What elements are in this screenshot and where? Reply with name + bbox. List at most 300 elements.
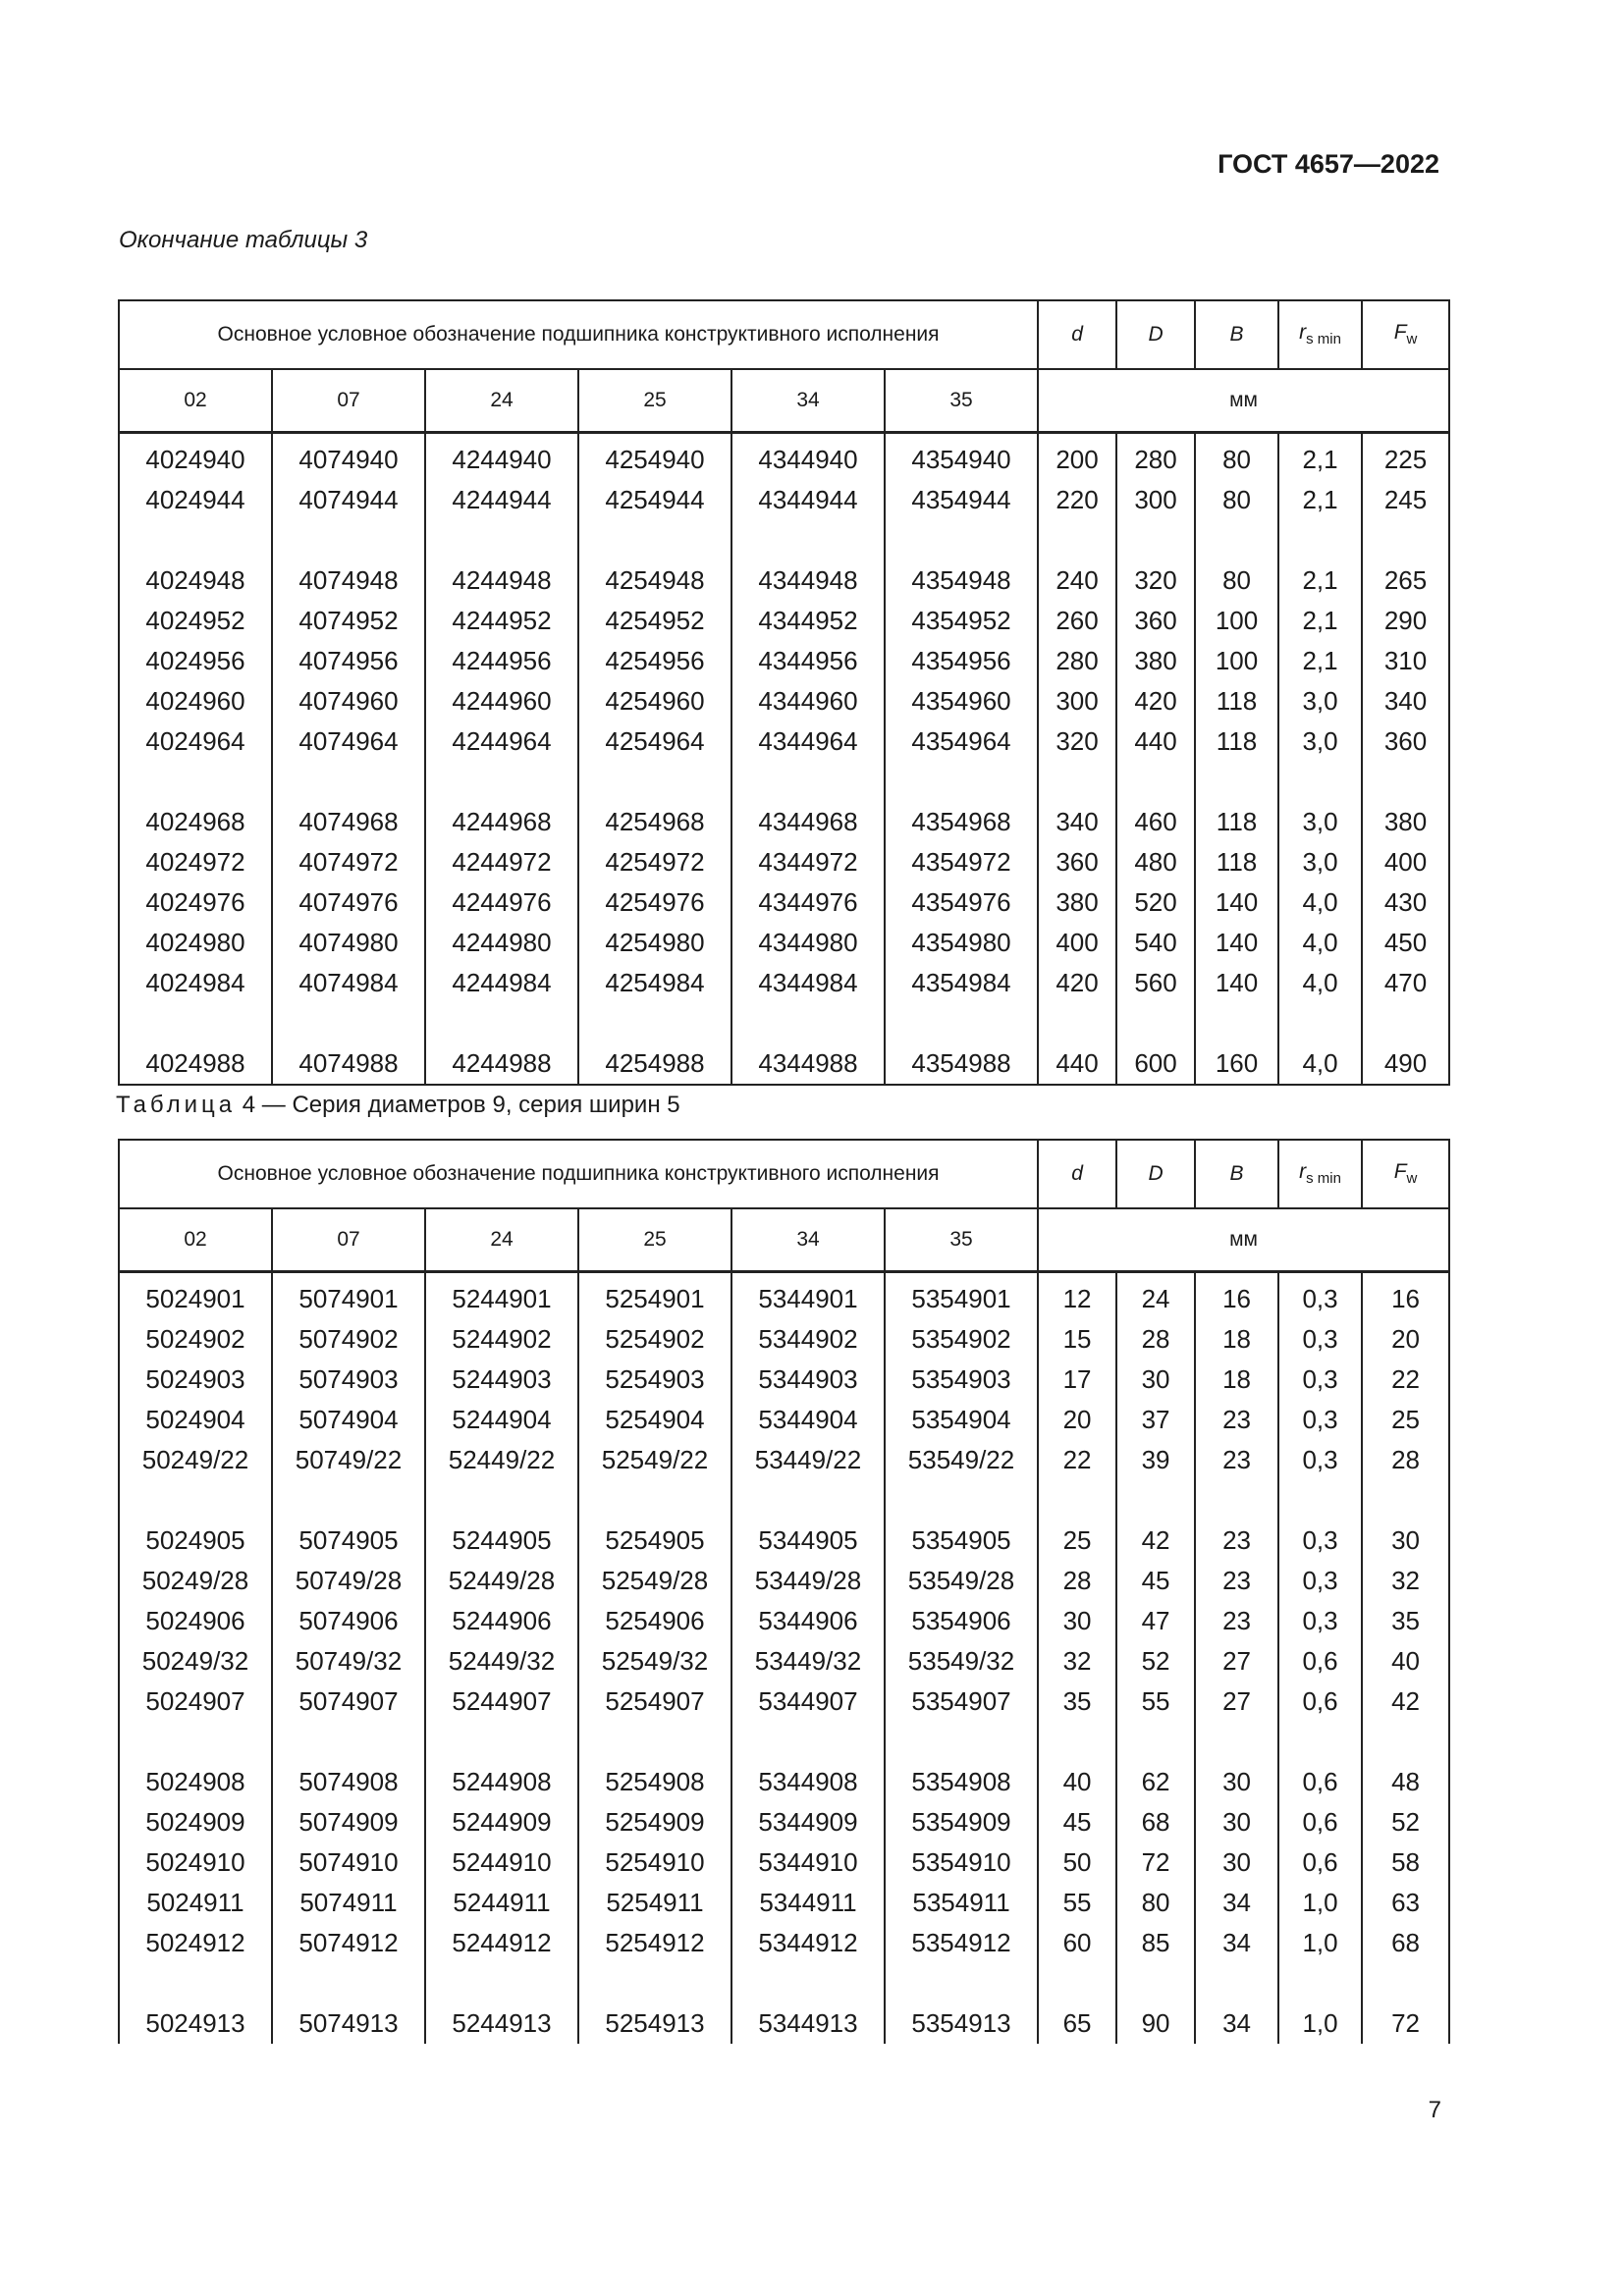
table-cell: 50749/32	[272, 1641, 425, 1682]
table-cell: 2,1	[1278, 641, 1362, 681]
table-cell: 5344903	[731, 1360, 885, 1400]
table-cell: 2,1	[1278, 561, 1362, 601]
table-cell: 5244904	[425, 1400, 578, 1440]
table-row	[119, 1923, 1449, 1963]
table-cell: 4074940	[272, 433, 425, 481]
table-cell: 50249/28	[119, 1561, 272, 1601]
table-cell: 5244903	[425, 1360, 578, 1400]
table-cell: 45	[1038, 1802, 1116, 1842]
table-cell: 540	[1116, 923, 1195, 963]
header-Fw: $F_w$	[1362, 300, 1449, 369]
table-cell: 30	[1195, 1762, 1278, 1802]
table-cell: 0,3	[1278, 1360, 1362, 1400]
table-cell: 320	[1038, 721, 1116, 762]
table-cell: 4244972	[425, 842, 578, 882]
table-row	[119, 480, 1449, 520]
table-continuation-label: Окончание таблицы 3	[119, 227, 368, 253]
table-cell: 5354909	[885, 1802, 1038, 1842]
table-cell: 5254905	[578, 1521, 731, 1561]
table-cell: 25	[1362, 1400, 1449, 1440]
table-cell: 4354972	[885, 842, 1038, 882]
table-row	[119, 433, 1449, 481]
table-cell: 45	[1116, 1561, 1195, 1601]
table-cell: 15	[1038, 1319, 1116, 1360]
table-cell: 450	[1362, 923, 1449, 963]
table-cell: 53449/22	[731, 1440, 885, 1480]
variant-header: 35	[885, 369, 1038, 433]
table-row	[119, 802, 1449, 842]
header-designation: Основное условное обозначение подшипника конструктивного исполнения	[119, 300, 1038, 369]
header-r-smin: $r_{s min}$	[1278, 300, 1362, 369]
table-cell: 4244956	[425, 641, 578, 681]
table-cell: 27	[1195, 1641, 1278, 1682]
table-cell: 4024976	[119, 882, 272, 923]
table-cell: 5354907	[885, 1682, 1038, 1722]
table-cell: 4354956	[885, 641, 1038, 681]
table-cell: 28	[1038, 1561, 1116, 1601]
table-cell: 100	[1195, 601, 1278, 641]
table-cell: 5244911	[425, 1883, 578, 1923]
table-cell: 30	[1195, 1802, 1278, 1842]
table-cell: 5344902	[731, 1319, 885, 1360]
table-cell: 4024960	[119, 681, 272, 721]
table-cell: 5074910	[272, 1842, 425, 1883]
table-cell: 4244976	[425, 882, 578, 923]
table-cell: 4344984	[731, 963, 885, 1003]
table-cell: 4024944	[119, 480, 272, 520]
table-cell: 34	[1195, 2003, 1278, 2044]
table-cell: 0,6	[1278, 1842, 1362, 1883]
table-cell: 30	[1116, 1360, 1195, 1400]
table-cell: 4074948	[272, 561, 425, 601]
table-cell: 5344905	[731, 1521, 885, 1561]
table-cell: 5074909	[272, 1802, 425, 1842]
table-cell: 4254948	[578, 561, 731, 601]
header-B: B	[1195, 1140, 1278, 1208]
table-cell: 4344956	[731, 641, 885, 681]
table-cell: 23	[1195, 1601, 1278, 1641]
variant-header: 35	[885, 1208, 1038, 1272]
table-cell: 290	[1362, 601, 1449, 641]
table-cell: 27	[1195, 1682, 1278, 1722]
table-cell: 4254956	[578, 641, 731, 681]
table-cell: 5024908	[119, 1762, 272, 1802]
table-cell: 480	[1116, 842, 1195, 882]
table-cell: 63	[1362, 1883, 1449, 1923]
table-cell: 60	[1038, 1923, 1116, 1963]
table-cell: 4074968	[272, 802, 425, 842]
table-cell: 5344911	[731, 1883, 885, 1923]
table-cell: 50	[1038, 1842, 1116, 1883]
table-cell: 30	[1038, 1601, 1116, 1641]
table-cell: 28	[1116, 1319, 1195, 1360]
table-cell: 4244988	[425, 1043, 578, 1085]
table-cell: 4024952	[119, 601, 272, 641]
table-cell: 118	[1195, 681, 1278, 721]
table-cell: 265	[1362, 561, 1449, 601]
table-cell: 100	[1195, 641, 1278, 681]
table-cell: 5244902	[425, 1319, 578, 1360]
table-cell: 4354940	[885, 433, 1038, 481]
table-cell: 35	[1038, 1682, 1116, 1722]
header-designation: Основное условное обозначение подшипника конструктивного исполнения	[119, 1140, 1038, 1208]
table-cell: 5024906	[119, 1601, 272, 1641]
table-cell: 4,0	[1278, 1043, 1362, 1085]
table-cell: 4074976	[272, 882, 425, 923]
table-cell: 4074944	[272, 480, 425, 520]
table-cell: 0,3	[1278, 1319, 1362, 1360]
table-4	[118, 1139, 1450, 2044]
table-cell: 24	[1116, 1272, 1195, 1320]
table-cell: 47	[1116, 1601, 1195, 1641]
table-cell: 1,0	[1278, 1883, 1362, 1923]
table-cell: 58	[1362, 1842, 1449, 1883]
table-cell: 430	[1362, 882, 1449, 923]
table-cell: 55	[1116, 1682, 1195, 1722]
table-cell: 5354908	[885, 1762, 1038, 1802]
table-cell: 5244910	[425, 1842, 578, 1883]
table-cell: 52449/28	[425, 1561, 578, 1601]
table-cell: 4254984	[578, 963, 731, 1003]
table-cell: 460	[1116, 802, 1195, 842]
table-cell: 4024988	[119, 1043, 272, 1085]
group-spacer	[119, 1722, 1449, 1762]
table-row	[119, 1360, 1449, 1400]
table-cell: 4354964	[885, 721, 1038, 762]
table-cell: 25	[1038, 1521, 1116, 1561]
table-cell: 118	[1195, 842, 1278, 882]
table-cell: 4074956	[272, 641, 425, 681]
table-cell: 5344901	[731, 1272, 885, 1320]
table-cell: 5244912	[425, 1923, 578, 1963]
table-cell: 16	[1195, 1272, 1278, 1320]
table-cell: 5244907	[425, 1682, 578, 1722]
table-cell: 5074902	[272, 1319, 425, 1360]
table-cell: 72	[1116, 1842, 1195, 1883]
table-cell: 32	[1362, 1561, 1449, 1601]
table-cell: 12	[1038, 1272, 1116, 1320]
table-cell: 80	[1116, 1883, 1195, 1923]
table-row	[119, 842, 1449, 882]
table-cell: 5024901	[119, 1272, 272, 1320]
table-cell: 23	[1195, 1561, 1278, 1601]
table-cell: 400	[1362, 842, 1449, 882]
table-cell: 5074903	[272, 1360, 425, 1400]
table-3	[118, 299, 1450, 1086]
table-cell: 62	[1116, 1762, 1195, 1802]
unit-header: мм	[1038, 369, 1449, 433]
variant-header: 07	[272, 369, 425, 433]
table-cell: 4354980	[885, 923, 1038, 963]
table-cell: 5354906	[885, 1601, 1038, 1641]
table-cell: 52449/32	[425, 1641, 578, 1682]
table-cell: 520	[1116, 882, 1195, 923]
table-cell: 5074911	[272, 1883, 425, 1923]
table-cell: 22	[1362, 1360, 1449, 1400]
table-cell: 5254902	[578, 1319, 731, 1360]
table-row	[119, 1682, 1449, 1722]
table-cell: 140	[1195, 963, 1278, 1003]
table-cell: 5344910	[731, 1842, 885, 1883]
table-cell: 4,0	[1278, 963, 1362, 1003]
table-cell: 200	[1038, 433, 1116, 481]
table-cell: 53549/28	[885, 1561, 1038, 1601]
table-cell: 55	[1038, 1883, 1116, 1923]
table-cell: 140	[1195, 923, 1278, 963]
table-cell: 0,3	[1278, 1521, 1362, 1561]
table-cell: 40	[1362, 1641, 1449, 1682]
table-cell: 0,6	[1278, 1802, 1362, 1842]
table-cell: 4344968	[731, 802, 885, 842]
table-cell: 5024910	[119, 1842, 272, 1883]
table-cell: 4074980	[272, 923, 425, 963]
table-cell: 23	[1195, 1521, 1278, 1561]
table-cell: 1,0	[1278, 2003, 1362, 2044]
table-cell: 68	[1362, 1923, 1449, 1963]
table-cell: 5354902	[885, 1319, 1038, 1360]
header-Fw: $F_w$	[1362, 1140, 1449, 1208]
table-cell: 4,0	[1278, 923, 1362, 963]
group-spacer	[119, 520, 1449, 561]
table-cell: 4244944	[425, 480, 578, 520]
table-cell: 4354948	[885, 561, 1038, 601]
header-d: d	[1038, 1140, 1116, 1208]
table-cell: 220	[1038, 480, 1116, 520]
table-row	[119, 1319, 1449, 1360]
table-cell: 4244940	[425, 433, 578, 481]
table-row	[119, 641, 1449, 681]
table-cell: 28	[1362, 1440, 1449, 1480]
table-cell: 4344940	[731, 433, 885, 481]
table-cell: 30	[1195, 1842, 1278, 1883]
table-cell: 140	[1195, 882, 1278, 923]
table-cell: 4074988	[272, 1043, 425, 1085]
table-cell: 5354913	[885, 2003, 1038, 2044]
table-cell: 4074952	[272, 601, 425, 641]
table-cell: 65	[1038, 2003, 1116, 2044]
table-cell: 310	[1362, 641, 1449, 681]
variant-header: 34	[731, 369, 885, 433]
table-cell: 5254907	[578, 1682, 731, 1722]
table-cell: 4254972	[578, 842, 731, 882]
table-cell: 360	[1116, 601, 1195, 641]
table-cell: 0,6	[1278, 1641, 1362, 1682]
table-cell: 4024940	[119, 433, 272, 481]
table-cell: 17	[1038, 1360, 1116, 1400]
table-cell: 300	[1038, 681, 1116, 721]
table-cell: 600	[1116, 1043, 1195, 1085]
table-cell: 4254960	[578, 681, 731, 721]
table-cell: 5074905	[272, 1521, 425, 1561]
table-cell: 4354952	[885, 601, 1038, 641]
table-cell: 52	[1116, 1641, 1195, 1682]
table-cell: 490	[1362, 1043, 1449, 1085]
table-cell: 4354968	[885, 802, 1038, 842]
table-cell: 0,6	[1278, 1682, 1362, 1722]
table-cell: 18	[1195, 1319, 1278, 1360]
table-cell: 4244952	[425, 601, 578, 641]
table-cell: 5344908	[731, 1762, 885, 1802]
table-cell: 4024968	[119, 802, 272, 842]
table-cell: 320	[1116, 561, 1195, 601]
variant-header: 07	[272, 1208, 425, 1272]
variant-header: 34	[731, 1208, 885, 1272]
table-cell: 5244901	[425, 1272, 578, 1320]
table-cell: 5254908	[578, 1762, 731, 1802]
table-cell: 440	[1116, 721, 1195, 762]
table-cell: 4344960	[731, 681, 885, 721]
header-D: D	[1116, 1140, 1195, 1208]
table-cell: 37	[1116, 1400, 1195, 1440]
group-spacer	[119, 1963, 1449, 2003]
table-cell: 340	[1362, 681, 1449, 721]
table-cell: 5074901	[272, 1272, 425, 1320]
table-cell: 5344906	[731, 1601, 885, 1641]
table-cell: 50749/28	[272, 1561, 425, 1601]
table-cell: 5354911	[885, 1883, 1038, 1923]
table-cell: 4344976	[731, 882, 885, 923]
table-cell: 52449/22	[425, 1440, 578, 1480]
table-cell: 160	[1195, 1043, 1278, 1085]
table-row	[119, 601, 1449, 641]
table-cell: 50249/22	[119, 1440, 272, 1480]
table-cell: 42	[1116, 1521, 1195, 1561]
table-cell: 5254901	[578, 1272, 731, 1320]
variant-header: 25	[578, 1208, 731, 1272]
table-cell: 3,0	[1278, 681, 1362, 721]
table-cell: 5344909	[731, 1802, 885, 1842]
table-cell: 400	[1038, 923, 1116, 963]
table-cell: 4,0	[1278, 882, 1362, 923]
table-4-caption: Таблица 4 — Серия диаметров 9, серия ширин 5	[116, 1092, 680, 1118]
table-cell: 53549/32	[885, 1641, 1038, 1682]
table-cell: 4024980	[119, 923, 272, 963]
table-cell: 32	[1038, 1641, 1116, 1682]
header-d: d	[1038, 300, 1116, 369]
table-cell: 80	[1195, 561, 1278, 601]
table-cell: 48	[1362, 1762, 1449, 1802]
table-cell: 0,3	[1278, 1400, 1362, 1440]
table-cell: 280	[1038, 641, 1116, 681]
table-cell: 0,3	[1278, 1272, 1362, 1320]
table-cell: 420	[1116, 681, 1195, 721]
table-cell: 5344912	[731, 1923, 885, 1963]
table-cell: 5024907	[119, 1682, 272, 1722]
table-cell: 5254904	[578, 1400, 731, 1440]
table-cell: 72	[1362, 2003, 1449, 2044]
table-cell: 5244908	[425, 1762, 578, 1802]
table-cell: 5344913	[731, 2003, 885, 2044]
table-cell: 5254913	[578, 2003, 731, 2044]
table-cell: 4074960	[272, 681, 425, 721]
table-cell: 4024984	[119, 963, 272, 1003]
table-cell: 5254906	[578, 1601, 731, 1641]
table-cell: 23	[1195, 1440, 1278, 1480]
table-cell: 360	[1038, 842, 1116, 882]
table-cell: 50749/22	[272, 1440, 425, 1480]
table-cell: 5254910	[578, 1842, 731, 1883]
table-row	[119, 1883, 1449, 1923]
table-cell: 4074984	[272, 963, 425, 1003]
table-cell: 5354901	[885, 1272, 1038, 1320]
table-cell: 380	[1362, 802, 1449, 842]
table-cell: 280	[1116, 433, 1195, 481]
table-cell: 440	[1038, 1043, 1116, 1085]
table-row	[119, 2003, 1449, 2044]
table-cell: 5344907	[731, 1682, 885, 1722]
table-row	[119, 561, 1449, 601]
table-cell: 5024905	[119, 1521, 272, 1561]
table-cell: 5244913	[425, 2003, 578, 2044]
table-row	[119, 1043, 1449, 1085]
table-cell: 5244909	[425, 1802, 578, 1842]
table-cell: 4254940	[578, 433, 731, 481]
table-row	[119, 923, 1449, 963]
table-cell: 4344944	[731, 480, 885, 520]
table-cell: 4354960	[885, 681, 1038, 721]
table-row	[119, 1641, 1449, 1682]
table-cell: 53449/32	[731, 1641, 885, 1682]
table-cell: 240	[1038, 561, 1116, 601]
table-cell: 53549/22	[885, 1440, 1038, 1480]
table-cell: 2,1	[1278, 433, 1362, 481]
table-cell: 4344964	[731, 721, 885, 762]
table-cell: 4024948	[119, 561, 272, 601]
group-spacer	[119, 762, 1449, 802]
table-cell: 30	[1362, 1521, 1449, 1561]
table-cell: 118	[1195, 802, 1278, 842]
table-cell: 90	[1116, 2003, 1195, 2044]
table-cell: 3,0	[1278, 721, 1362, 762]
table-cell: 0,3	[1278, 1440, 1362, 1480]
table-cell: 1,0	[1278, 1923, 1362, 1963]
table-row	[119, 681, 1449, 721]
table-row	[119, 963, 1449, 1003]
page-number: 7	[1428, 2097, 1441, 2123]
table-cell: 4254952	[578, 601, 731, 641]
table-cell: 4024972	[119, 842, 272, 882]
table-row	[119, 1561, 1449, 1601]
table-cell: 5024912	[119, 1923, 272, 1963]
table-cell: 5244905	[425, 1521, 578, 1561]
table-cell: 4254964	[578, 721, 731, 762]
table-cell: 4074972	[272, 842, 425, 882]
table-cell: 20	[1038, 1400, 1116, 1440]
table-cell: 18	[1195, 1360, 1278, 1400]
table-cell: 0,6	[1278, 1762, 1362, 1802]
table-cell: 50249/32	[119, 1641, 272, 1682]
table-cell: 4354976	[885, 882, 1038, 923]
table-cell: 380	[1116, 641, 1195, 681]
table-cell: 52549/28	[578, 1561, 731, 1601]
header-B: B	[1195, 300, 1278, 369]
table-cell: 2,1	[1278, 480, 1362, 520]
table-cell: 380	[1038, 882, 1116, 923]
table-row	[119, 1440, 1449, 1480]
table-cell: 5354910	[885, 1842, 1038, 1883]
table-cell: 5074907	[272, 1682, 425, 1722]
table-cell: 40	[1038, 1762, 1116, 1802]
table-cell: 4244984	[425, 963, 578, 1003]
table-cell: 80	[1195, 480, 1278, 520]
group-spacer	[119, 1003, 1449, 1043]
table-cell: 34	[1195, 1923, 1278, 1963]
variant-header: 24	[425, 369, 578, 433]
table-cell: 42	[1362, 1682, 1449, 1722]
table-cell: 4254976	[578, 882, 731, 923]
table-cell: 52549/32	[578, 1641, 731, 1682]
table-cell: 5024909	[119, 1802, 272, 1842]
